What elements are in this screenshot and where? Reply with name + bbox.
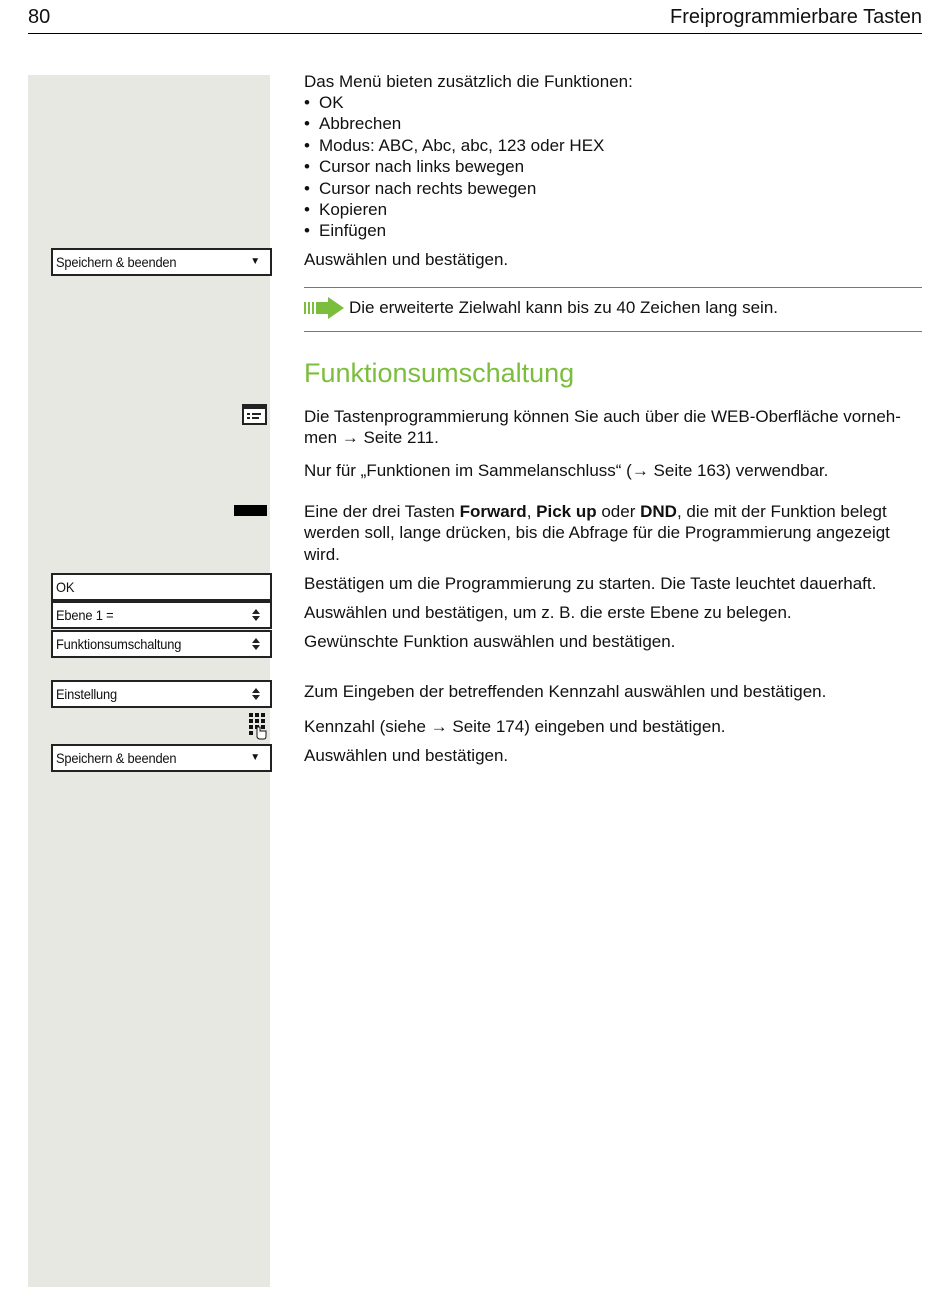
key-step-line <box>304 501 924 522</box>
text-fragment: oder <box>596 502 641 521</box>
green-arrow-icon <box>304 296 345 320</box>
key-name-forward: Forward <box>459 502 527 521</box>
text-fragment: , die mit der Funktion belegt <box>676 502 887 521</box>
enter-code-select-text: Zum Eingeben der betreffenden Kennzahl auswählen und bestätigen. <box>304 682 827 701</box>
page-heading: Freiprogrammierbare Tasten <box>670 6 922 28</box>
confirm-start-text: Bestätigen um die Programmierung zu starten. Die Taste leuchtet dauerhaft. <box>304 574 877 593</box>
up-down-icon <box>252 635 260 653</box>
setting-label: Einstellung <box>56 686 117 702</box>
key-name-pickup: Pick up <box>536 502 597 521</box>
keypad-icon <box>248 712 268 740</box>
save-and-exit-box-2[interactable] <box>51 744 272 772</box>
level-box[interactable] <box>51 601 272 629</box>
list-item: • Kopieren <box>304 199 924 220</box>
list-item: • Cursor nach links bewegen <box>304 156 924 177</box>
level-label: Ebene 1 = <box>56 607 114 623</box>
web-interface-icon <box>242 404 267 425</box>
group-hint-text: Nur für „Funktionen im Sammelanschluss“ (→ Seite 163) verwendbar. <box>304 461 829 480</box>
key-name-dnd: DND <box>640 502 677 521</box>
menu-intro: Das Menü bieten zusätzlich die Funktionen: <box>304 72 633 91</box>
chevron-down-icon: ▼ <box>250 752 260 763</box>
save-and-exit-label: Speichern & beenden <box>56 254 177 270</box>
web-hint-line: Die Tastenprogrammierung können Sie auch über die WEB-Oberfläche vorneh- <box>304 407 901 426</box>
note-top-rule <box>304 287 922 288</box>
web-hint-line: men → Seite 211. <box>304 428 439 448</box>
section-title: Funktionsumschaltung <box>304 358 575 388</box>
chevron-down-icon: ▼ <box>250 256 260 267</box>
function-box[interactable] <box>51 630 272 658</box>
note-text: Die erweiterte Zielwahl kann bis zu 40 Zeichen lang sein. <box>349 298 779 317</box>
save-and-exit-label: Speichern & beenden <box>56 750 177 766</box>
list-item: • Einfügen <box>304 220 924 241</box>
function-label: Funktionsumschaltung <box>56 636 182 652</box>
select-function-text: Gewünschte Funktion auswählen und bestätigen. <box>304 632 676 651</box>
list-item: • Modus: ABC, Abc, abc, 123 oder HEX <box>304 135 924 156</box>
up-down-icon <box>252 685 260 703</box>
save-and-exit-box[interactable] <box>51 248 272 276</box>
select-confirm-text-2: Auswählen und bestätigen. <box>304 746 509 765</box>
select-level-text: Auswählen und bestätigen, um z. B. die erste Ebene zu belegen. <box>304 603 792 622</box>
key-step-text <box>304 501 924 565</box>
enter-code-text: Kennzahl (siehe → Seite 174) eingeben und bestätigen. <box>304 717 726 736</box>
list-item: • Abbrechen <box>304 113 924 134</box>
menu-function-list <box>304 92 924 242</box>
list-item: • OK <box>304 92 924 113</box>
header-rule <box>28 33 922 34</box>
ok-box[interactable] <box>51 573 272 601</box>
web-hint-text <box>304 406 924 449</box>
ok-label: OK <box>56 579 75 595</box>
text-fragment: , <box>526 502 537 521</box>
key-step-line: wird. <box>304 544 340 564</box>
key-step-line: werden soll, lange drücken, bis die Abfrage für die Programmierung angezeigt <box>304 523 890 543</box>
list-item: • Cursor nach rechts bewegen <box>304 178 924 199</box>
up-down-icon <box>252 606 260 624</box>
select-confirm-text: Auswählen und bestätigen. <box>304 250 509 269</box>
key-icon <box>234 505 267 516</box>
text-fragment: Eine der drei Tasten <box>304 502 460 521</box>
setting-box[interactable] <box>51 680 272 708</box>
note-bottom-rule <box>304 331 922 332</box>
page-number: 80 <box>28 6 51 28</box>
